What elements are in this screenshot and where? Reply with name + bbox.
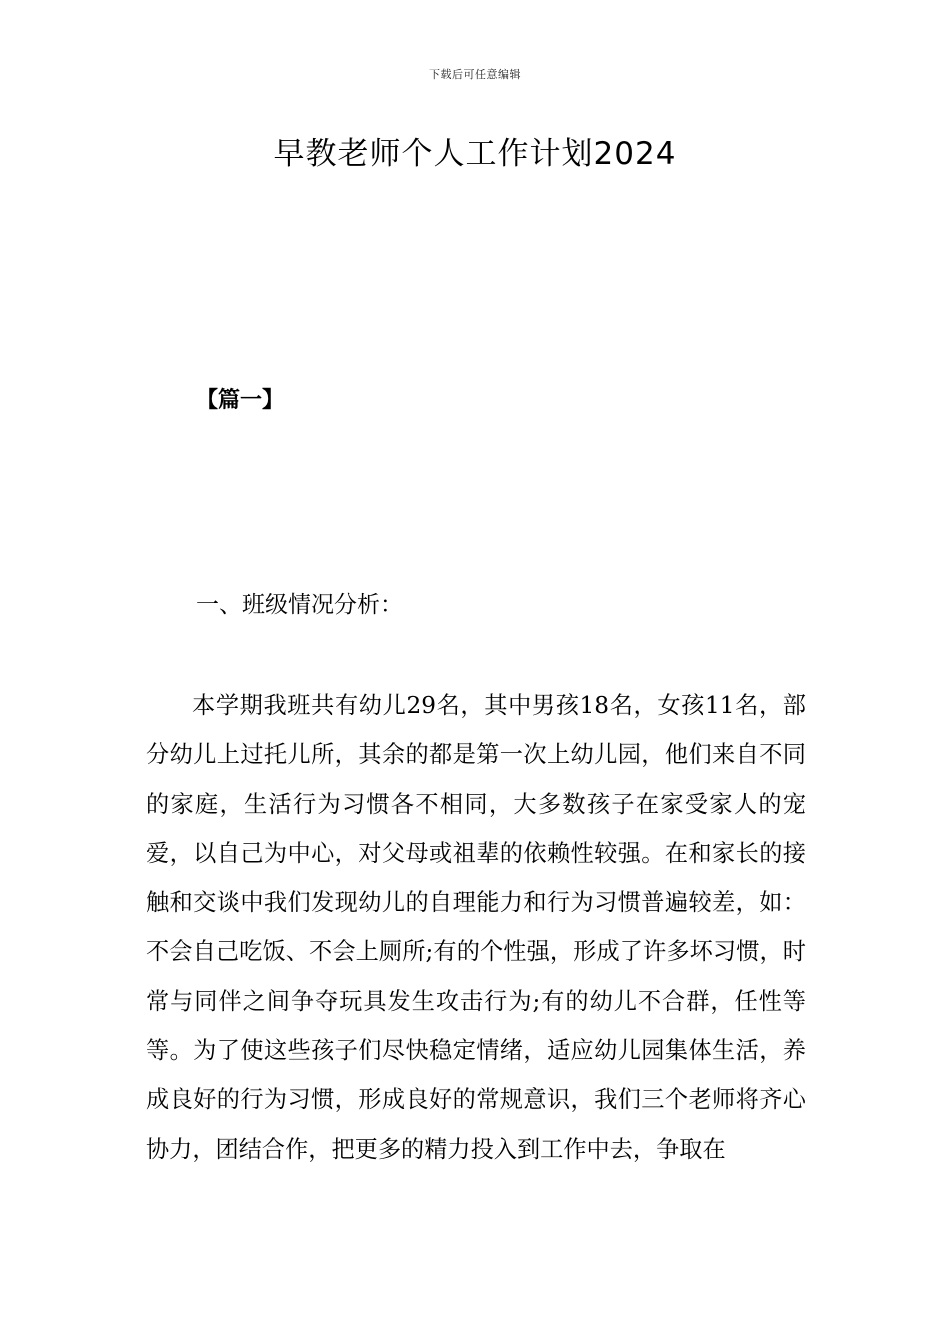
document-title: 早教老师个人工作计划2024 [273,136,677,172]
body-paragraph: 本学期我班共有幼儿29名，其中男孩18名，女孩11名，部分幼儿上过托儿所，其余的都是第一次上幼儿园，他们来自不同的家庭，生活行为习惯各不相同，大多数孩子在家受家人的宠爱，以自己为中心，对父母或祖辈的依赖性较强。在和家长的接触和交谈中我们发现幼儿的自理能力和行为习惯普遍较差，如：不会自己吃饭、不会上厕所;有的个性强，形成了许多坏习惯，时常与同伴之间争夺玩具发生攻击行为;有的幼儿不合群，任性等等。为了使这些孩子们尽快稳定情绪，适应幼儿园集体生活，养成良好的行为习惯，形成良好的常规意识，我们三个老师将齐心协力，团结合作，把更多的精力投入到工作中去，争取在 [146,692,806,1163]
section-label: 【篇一】 [196,387,285,413]
section-heading: 一、班级情况分析： [196,592,403,618]
header-note: 下载后可任意编辑 [429,68,521,81]
